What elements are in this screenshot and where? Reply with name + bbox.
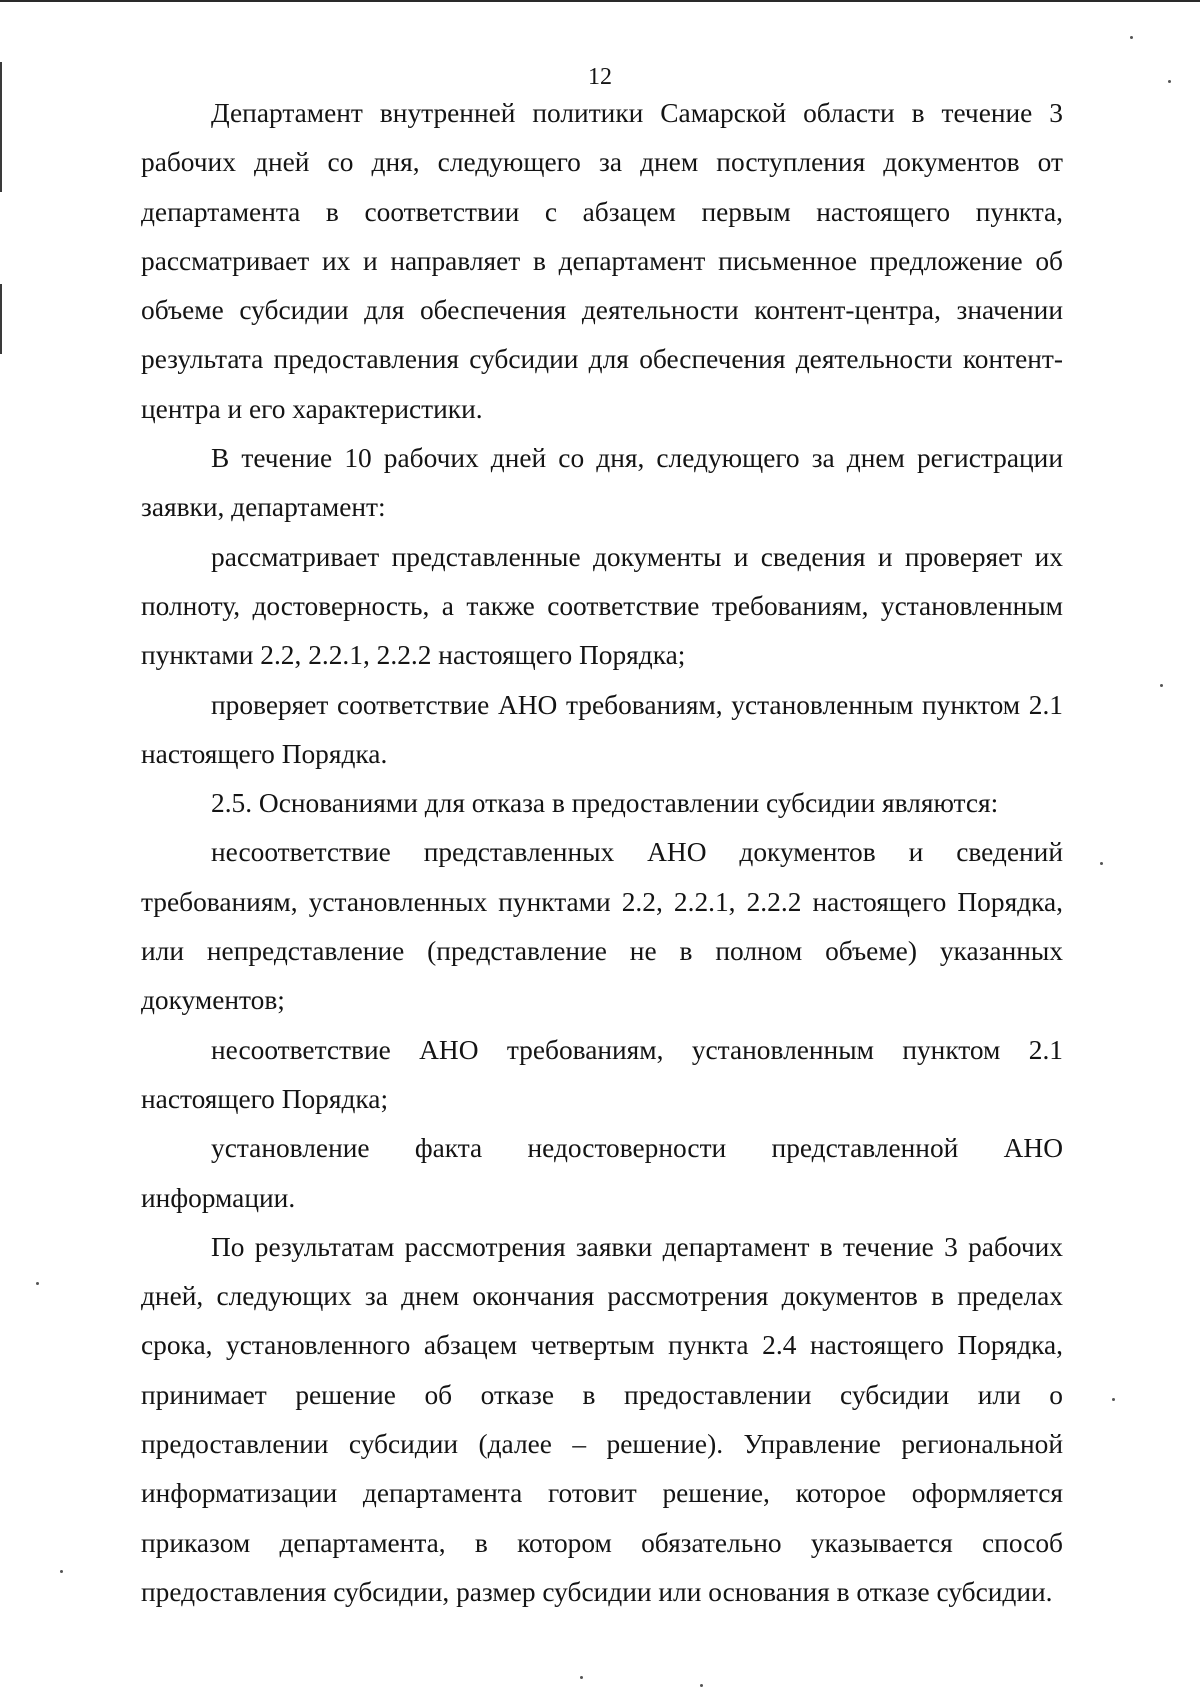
paragraph: несоответствие АНО требованиям, установленным пунктом 2.1 настоящего Порядка;: [141, 1034, 1063, 1114]
paragraph: Департамент внутренней политики Самарской области в течение 3 рабочих дней со дня, следующего за днем поступления документов от департамента в соответствии с абзацем первым настоящего пункта, рассматривает их и направляет в департамент письменное предложение об объеме субсидии для обеспечения деятельности контент-центра, значении результата предоставления субсидии для обеспечения деятельности контент-центра и его характеристики.: [141, 98, 1063, 424]
paragraph: рассматривает представленные документы и сведения и проверяет их полноту, достоверность, а также соответствие требованиям, установленным пунктами 2.2, 2.2.1, 2.2.2 настоящего Порядка;: [141, 541, 1063, 671]
paragraph: По результатам рассмотрения заявки департамент в течение 3 рабочих дней, следующих за днем окончания рассмотрения документов в пределах срока, установленного абзацем четвертым пункта 2.4 настоящего Порядка, принимает решение об отказе в предоставлении субсидии или о предоставлении субсидии (далее – решение). Управление региональной информатизации департамента готовит решение, которое оформляется приказом департамента, в котором обязательно указывается способ предоставления субсидии, размер субсидии или основания в отказе субсидии.: [141, 1231, 1063, 1607]
paragraph: установление факта недостоверности представленной АНО информации.: [141, 1133, 1063, 1213]
scan-speck: [1130, 36, 1133, 39]
paragraph: несоответствие представленных АНО документов и сведений требованиям, установленных пунктами 2.2, 2.2.1, 2.2.2 настоящего Порядка, или непредставление (представление не в полном объеме) указанных документов;: [141, 837, 1063, 1016]
top-border-line: [0, 0, 1200, 2]
scan-speck: [36, 1282, 39, 1285]
scan-speck: [580, 1676, 583, 1679]
scan-speck: [1112, 1398, 1115, 1401]
section-heading-paragraph: 2.5. Основаниями для отказа в предоставлении субсидии являются:: [211, 788, 999, 819]
scan-speck: [60, 1570, 63, 1573]
left-margin-mark: [0, 284, 2, 354]
document-body: [141, 89, 1063, 1617]
scan-speck: [700, 1684, 703, 1687]
page-number: 12: [588, 64, 612, 90]
scan-speck: [1100, 862, 1103, 865]
scan-speck: [1168, 80, 1171, 83]
paragraph: В течение 10 рабочих дней со дня, следующего за днем регистрации заявки, департамент:: [141, 443, 1063, 523]
scan-speck: [1160, 684, 1163, 687]
paragraph: проверяет соответствие АНО требованиям, установленным пунктом 2.1 настоящего Порядка.: [141, 689, 1063, 769]
